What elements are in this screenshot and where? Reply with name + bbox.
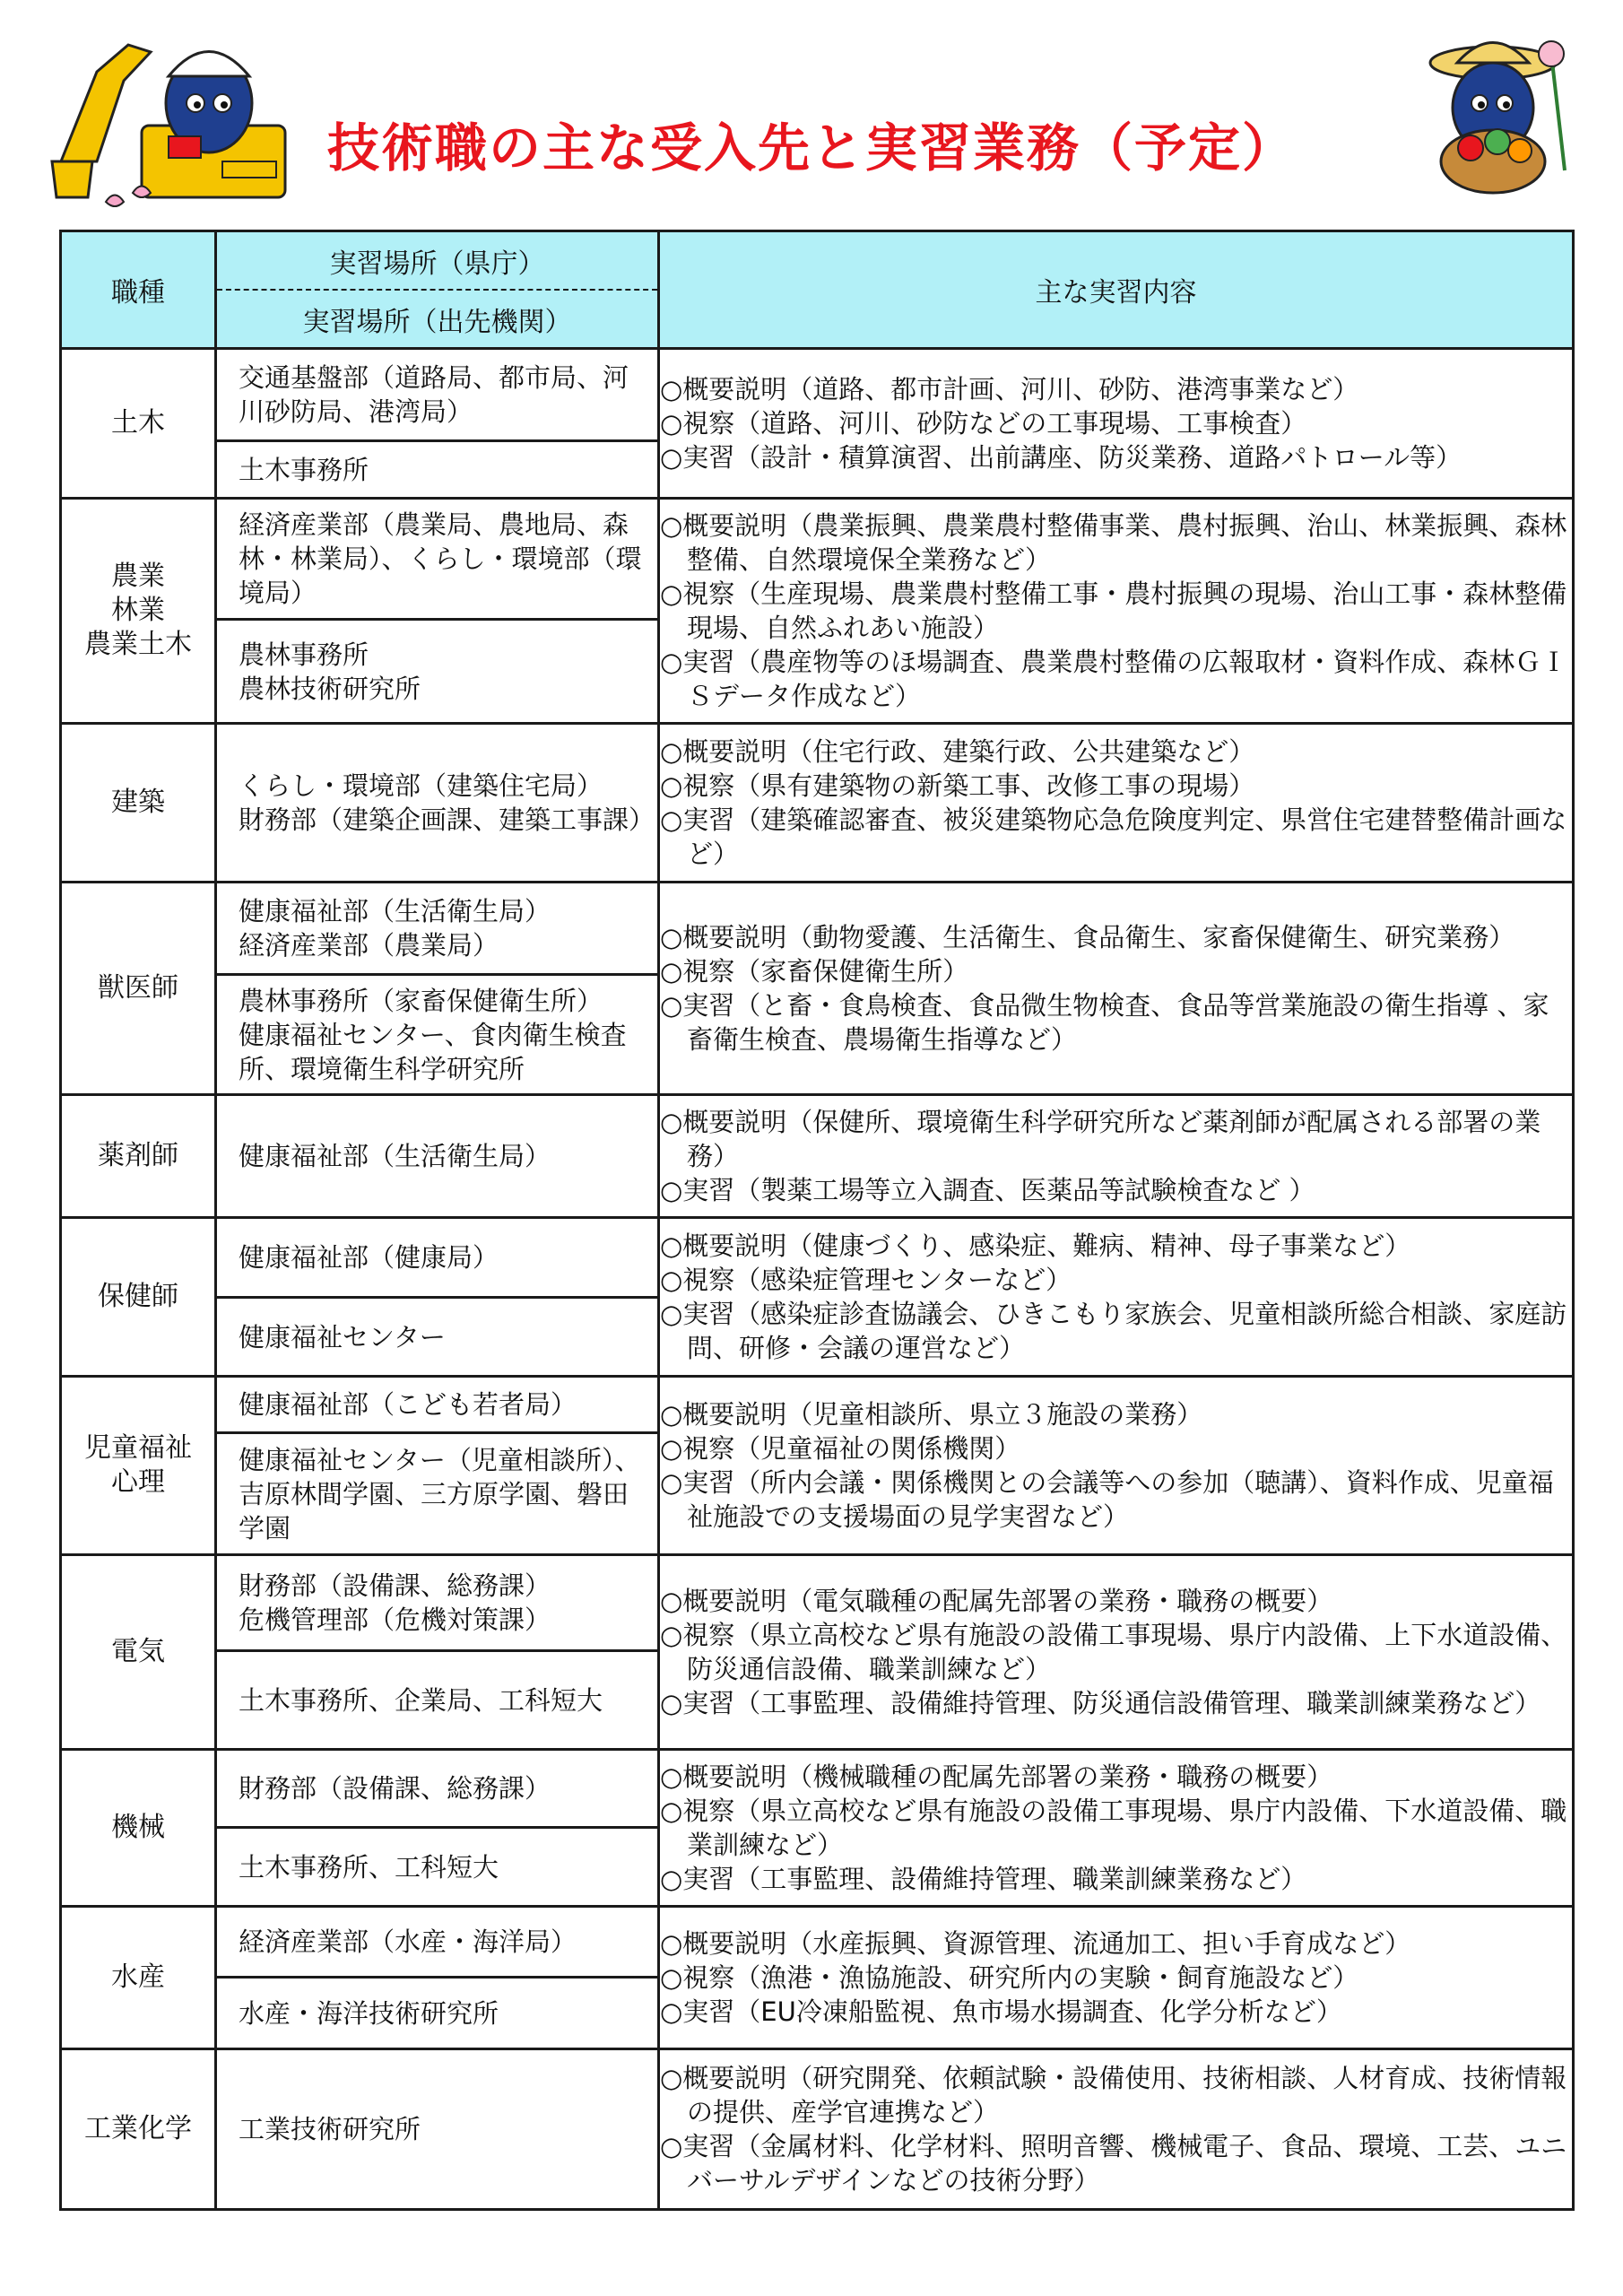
content-item: ○実習（感染症診査協議会、ひきこもり家族会、児童相談所総合相談、家庭訪問、研修・会議の運営など）	[660, 1299, 1567, 1363]
place-branch: 農林事務所（家畜保健衛生所） 健康福祉センター、食肉衛生検査所、環境衛生科学研究所	[217, 973, 657, 1093]
content-item: ○実習（金属材料、化学材料、照明音響、機械電子、食品、環境、工芸、ユニバーサルデザインなどの技術分野）	[660, 2131, 1567, 2196]
content-item: ○視察（漁港・漁協施設、研究所内の実験・飼育施設など）	[660, 1962, 1359, 1993]
content-item: ○視察（県立高校など県有施設の設備工事現場、県庁内設備、下水道設備、職業訓練など）	[660, 1796, 1567, 1860]
job-type-cell: 水産	[61, 1907, 216, 2049]
table-row	[61, 1750, 1574, 1907]
job-type-cell: 児童福祉 心理	[61, 1377, 216, 1555]
place-cell	[216, 1218, 659, 1377]
content-item: ○概要説明（電気職種の配属先部署の業務・職務の概要）	[660, 1586, 1333, 1616]
job-type-cell: 工業化学	[61, 2049, 216, 2210]
content-cell	[659, 883, 1574, 1095]
place-prefecture: 経済産業部（水産・海洋局）	[239, 1926, 577, 1957]
place-branch: 農林事務所 農林技術研究所	[217, 618, 657, 722]
content-item: ○概要説明（研究開発、依頼試験・設備使用、技術相談、人材育成、技術情報の提供、産学官連携など）	[660, 2063, 1567, 2127]
table-row	[61, 1907, 1574, 2049]
header-job: 職種	[61, 231, 216, 349]
job-type-cell: 獣医師	[61, 883, 216, 1095]
table-row	[61, 724, 1574, 883]
content-item: ○概要説明（農業振興、農業農村整備事業、農村振興、治山、林業振興、森林整備、自然環境保全業務など）	[660, 510, 1567, 575]
place-cell	[216, 499, 659, 724]
place-prefecture: 健康福祉部（生活衛生局） 経済産業部（農業局）	[239, 896, 551, 961]
content-item: ○実習（工事監理、設備維持管理、職業訓練業務など）	[660, 1864, 1307, 1894]
content-item: ○概要説明（水産振興、資源管理、流通加工、担い手育成など）	[660, 1928, 1411, 1959]
job-type-cell: 機械	[61, 1750, 216, 1907]
job-type-cell: 電気	[61, 1555, 216, 1750]
place-cell	[216, 1750, 659, 1907]
content-item: ○視察（道路、河川、砂防などの工事現場、工事検査）	[660, 408, 1307, 439]
job-type-cell: 農業 林業 農業土木	[61, 499, 216, 724]
place-branch: 水産・海洋技術研究所	[217, 1976, 657, 2048]
place-prefecture: 財務部（設備課、総務課） 危機管理部（危機対策課）	[239, 1570, 551, 1635]
place-prefecture: 健康福祉部（生活衛生局）	[239, 1141, 551, 1171]
table-body	[61, 349, 1574, 2210]
place-branch: 土木事務所	[217, 439, 657, 497]
place-branch: 健康福祉センター（児童相談所）、吉原林間学園、三方原学園、磐田学園	[217, 1431, 657, 1553]
content-cell	[659, 1907, 1574, 2049]
job-type-cell: 建築	[61, 724, 216, 883]
place-cell	[216, 724, 659, 883]
place-prefecture: 財務部（設備課、総務課）	[239, 1773, 551, 1804]
place-cell	[216, 1095, 659, 1218]
mascot-farmer-icon	[1408, 27, 1587, 215]
content-item: ○視察（家畜保健衛生所）	[660, 956, 969, 987]
content-item: ○実習（設計・積算演習、出前講座、防災業務、道路パトロール等）	[660, 442, 1462, 473]
content-item: ○視察（感染症管理センターなど）	[660, 1265, 1072, 1295]
content-cell	[659, 1095, 1574, 1218]
content-cell	[659, 499, 1574, 724]
table-row	[61, 883, 1574, 1095]
place-cell	[216, 1907, 659, 2049]
header-place-prefecture: 実習場所（県庁）	[217, 232, 657, 291]
content-item: ○実習（農産物等のほ場調査、農業農村整備の広報取材・資料作成、森林ＧＩＳデータ作成など）	[660, 647, 1567, 711]
content-item: ○概要説明（健康づくり、感染症、難病、精神、母子事業など）	[660, 1231, 1411, 1261]
content-cell	[659, 1377, 1574, 1555]
job-type-cell: 保健師	[61, 1218, 216, 1377]
place-prefecture: 経済産業部（農業局、農地局、森林・林業局）、くらし・環境部（環境局）	[239, 509, 642, 608]
content-item: ○概要説明（住宅行政、建築行政、公共建築など）	[660, 736, 1255, 767]
table-header-row	[61, 231, 1574, 349]
content-item: ○実習（製薬工場等立入調査、医薬品等試験検査など ）	[660, 1175, 1315, 1205]
place-prefecture: くらし・環境部（建築住宅局） 財務部（建築企画課、建築工事課）	[239, 770, 655, 835]
place-cell	[216, 2049, 659, 2210]
training-table	[59, 230, 1575, 2211]
content-item: ○概要説明（機械職種の配属先部署の業務・職務の概要）	[660, 1761, 1333, 1792]
place-prefecture: 健康福祉部（健康局）	[239, 1242, 499, 1273]
content-cell	[659, 1218, 1574, 1377]
place-branch: 土木事務所、工科短大	[217, 1826, 657, 1905]
table-row	[61, 499, 1574, 724]
content-item: ○概要説明（児童相談所、県立３施設の業務）	[660, 1399, 1203, 1430]
place-prefecture: 工業技術研究所	[239, 2114, 421, 2144]
content-item: ○視察（県有建築物の新築工事、改修工事の現場）	[660, 770, 1255, 801]
place-cell	[216, 883, 659, 1095]
content-cell	[659, 2049, 1574, 2210]
content-item: ○概要説明（道路、都市計画、河川、砂防、港湾事業など）	[660, 374, 1359, 404]
job-type-cell: 薬剤師	[61, 1095, 216, 1218]
content-cell	[659, 1555, 1574, 1750]
table-row	[61, 1377, 1574, 1555]
place-branch: 土木事務所、企業局、工科短大	[217, 1649, 657, 1748]
content-cell	[659, 349, 1574, 499]
header-place-branch: 実習場所（出先機関）	[302, 306, 572, 338]
place-prefecture: 健康福祉部（こども若者局）	[239, 1389, 577, 1420]
place-cell	[216, 1555, 659, 1750]
content-item: ○実習（工事監理、設備維持管理、防災通信設備管理、職業訓練業務など）	[660, 1688, 1541, 1718]
page-title: 技術職の主な受入先と実習業務（予定）	[326, 117, 1296, 178]
content-item: ○実習（所内会議・関係機関との会議等への参加（聴講）、資料作成、児童福祉施設での支援場面の見学実習など）	[660, 1467, 1554, 1532]
content-item: ○実習（と畜・食鳥検査、食品微生物検査、食品等営業施設の衛生指導 、家畜衛生検査、農場衛生指導など）	[660, 990, 1549, 1055]
table-row	[61, 1555, 1574, 1750]
place-cell	[216, 349, 659, 499]
header-place	[216, 231, 659, 349]
content-item: ○概要説明（保健所、環境衛生科学研究所など薬剤師が配属される部署の業務）	[660, 1107, 1541, 1171]
job-type-cell: 土木	[61, 349, 216, 499]
table-row	[61, 1218, 1574, 1377]
place-prefecture: 交通基盤部（道路局、都市局、河川砂防局、港湾局）	[239, 362, 629, 427]
place-branch: 健康福祉センター	[217, 1296, 657, 1375]
content-item: ○視察（県立高校など県有施設の設備工事現場、県庁内設備、上下水道設備、防災通信設備、職業訓練など）	[660, 1620, 1567, 1684]
table-row	[61, 1095, 1574, 1218]
content-cell	[659, 724, 1574, 883]
place-cell	[216, 1377, 659, 1555]
content-item: ○視察（生産現場、農業農村整備工事・農村振興の現場、治山工事・森林整備現場、自然ふれあい施設）	[660, 578, 1567, 643]
content-item: ○視察（児童福祉の関係機関）	[660, 1433, 1021, 1464]
mascot-excavator-icon	[43, 27, 303, 215]
content-cell	[659, 1750, 1574, 1907]
content-item: ○実習（EU冷凍船監視、魚市場水揚調査、化学分析など）	[660, 1996, 1342, 2027]
table-row	[61, 2049, 1574, 2210]
content-item: ○概要説明（動物愛護、生活衛生、食品衛生、家畜保健衛生、研究業務）	[660, 922, 1515, 952]
content-item: ○実習（建築確認審査、被災建築物応急危険度判定、県営住宅建替整備計画など）	[660, 804, 1567, 869]
table-row	[61, 349, 1574, 499]
header-content: 主な実習内容	[659, 231, 1574, 349]
